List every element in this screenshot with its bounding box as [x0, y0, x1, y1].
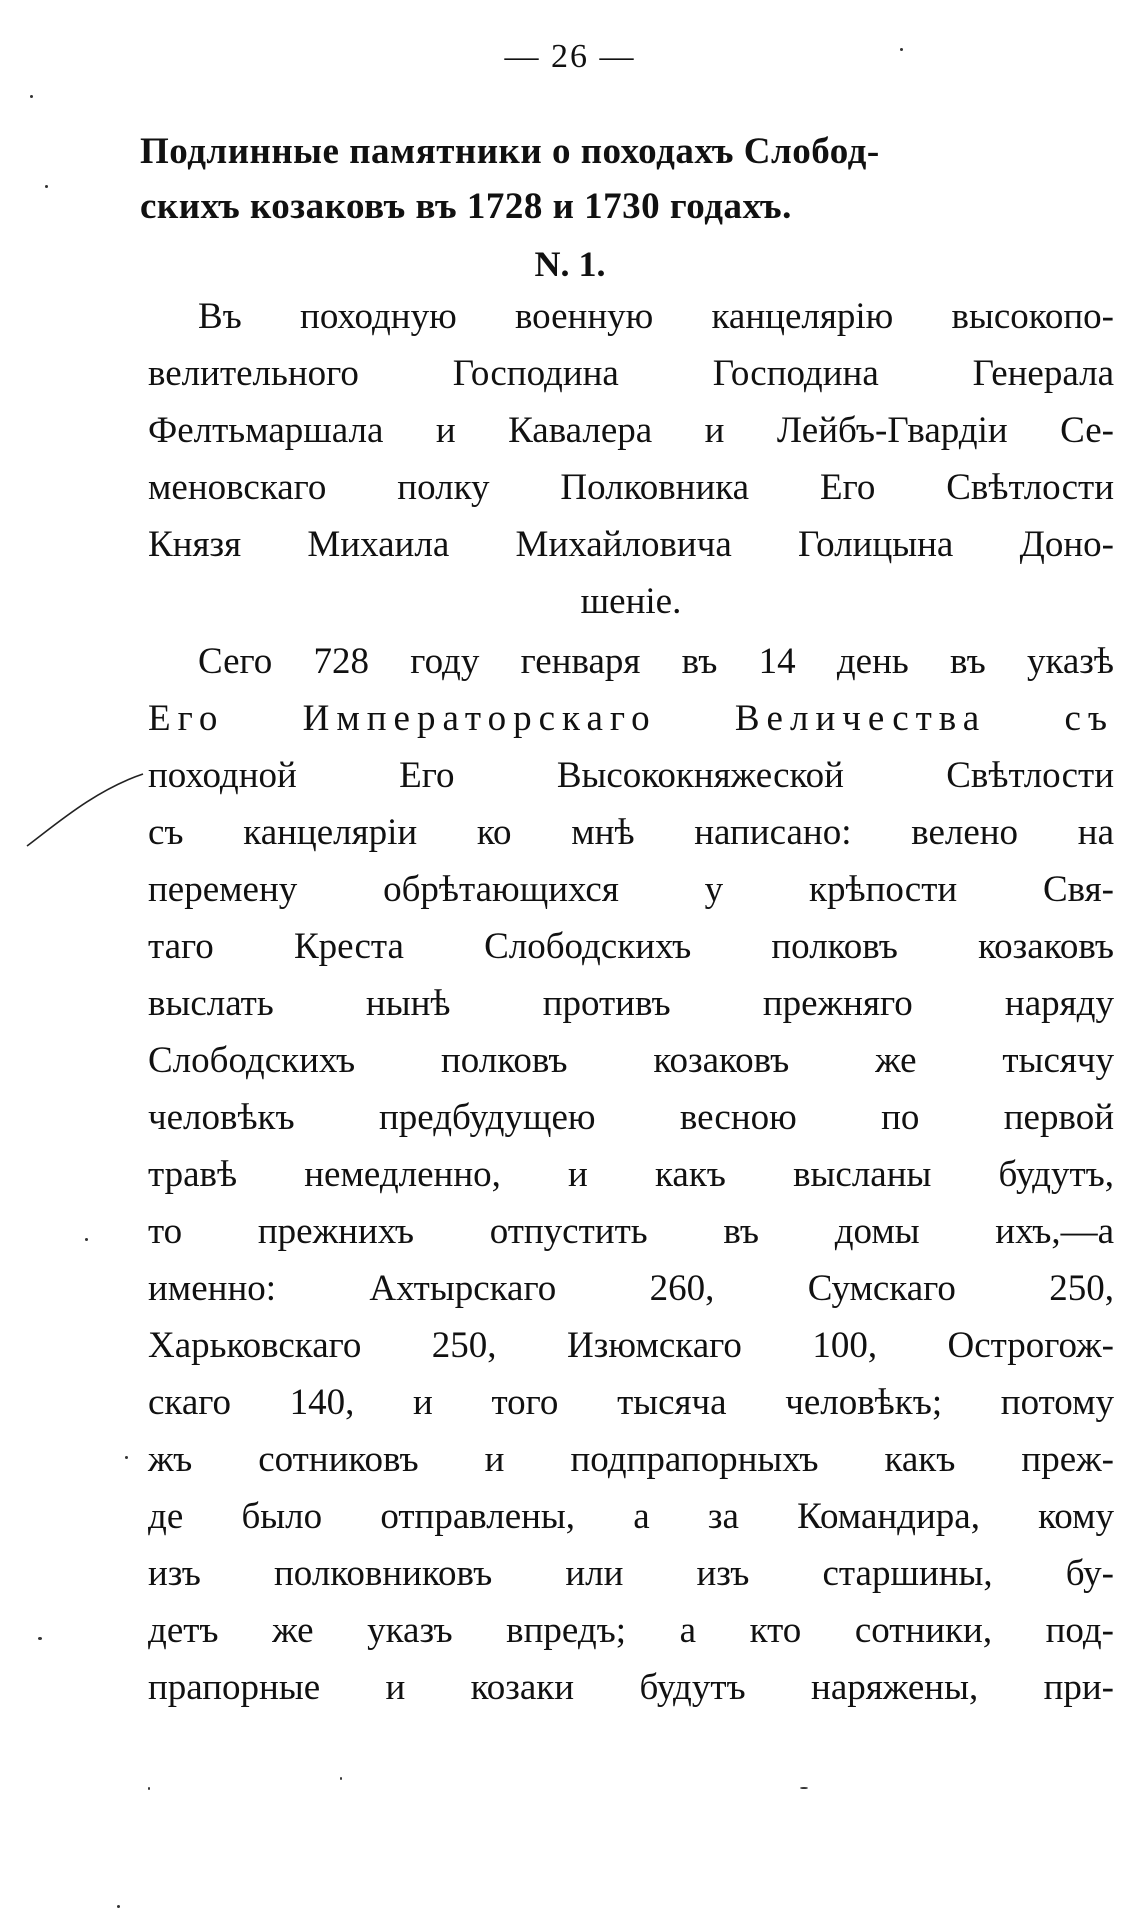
address-line: меновскаго полку Полковника Его Свѣтлости — [148, 467, 1114, 508]
body-line: то прежнихъ отпустить въ домы ихъ,—а — [148, 1211, 1114, 1252]
body-line: выслать нынѣ противъ прежняго наряду — [148, 983, 1114, 1024]
scan-speck — [85, 1238, 88, 1241]
body-line: перемену обрѣтающихся у крѣпости Свя- — [148, 869, 1114, 910]
scan-speck — [800, 1787, 808, 1789]
body-line: Слободскихъ полковъ козаковъ же тысячу — [148, 1040, 1114, 1081]
scan-speck — [148, 1787, 150, 1790]
pencil-margin-mark — [25, 770, 145, 850]
body-line: Сего 728 году генваря въ 14 день въ указѣ — [198, 641, 1114, 682]
heading-line-1: Подлинные памятники о походахъ Слобод- — [140, 131, 880, 172]
body-line: жъ сотниковъ и подпрапорныхъ какъ преж- — [148, 1439, 1114, 1480]
scan-speck — [125, 1456, 128, 1459]
body-line: изъ полковниковъ или изъ старшины, бу- — [148, 1553, 1114, 1594]
body-line: прапорные и козаки будутъ наряжены, при- — [148, 1667, 1114, 1708]
body-line: Харьковскаго 250, Изюмскаго 100, Острогож- — [148, 1325, 1114, 1366]
address-line: Въ походную военную канцелярію высокопо- — [198, 296, 1114, 337]
address-line: шеніе. — [580, 581, 682, 622]
body-line: съ канцеляріи ко мнѣ написано: велено на — [148, 812, 1114, 853]
body-line: Его Императорскаго Величества съ — [148, 698, 1114, 739]
scan-speck — [38, 1637, 42, 1640]
body-line: человѣкъ предбудущею весною по первой — [148, 1097, 1114, 1138]
heading-line-2: скихъ козаковъ въ 1728 и 1730 годахъ. — [140, 186, 792, 227]
scan-speck — [30, 95, 33, 98]
address-line: велительного Господина Господина Генерала — [148, 353, 1114, 394]
scan-speck — [117, 1905, 120, 1908]
page-number: — 26 — — [504, 38, 636, 75]
body-line: именно: Ахтырскаго 260, Сумскаго 250, — [148, 1268, 1114, 1309]
scan-speck — [340, 1777, 342, 1780]
body-line: травѣ немедленно, и какъ высланы будутъ, — [148, 1154, 1114, 1195]
body-line: походной Его Высококняжеской Свѣтлости — [148, 755, 1114, 796]
body-line: детъ же указъ впредъ; а кто сотники, под- — [148, 1610, 1114, 1651]
body-line: таго Креста Слободскихъ полковъ козаковъ — [148, 926, 1114, 967]
document-number: N. 1. — [534, 244, 606, 284]
body-line: скаго 140, и того тысяча человѣкъ; потому — [148, 1382, 1114, 1423]
address-line: Фелтьмаршала и Кавалера и Лейбъ-Гвардіи Се- — [148, 410, 1114, 451]
body-line: де было отправлены, а за Командира, кому — [148, 1496, 1114, 1537]
scan-speck — [900, 48, 903, 51]
scan-speck — [45, 185, 48, 188]
address-line: Князя Михаила Михайловича Голицына Доно- — [148, 524, 1114, 565]
